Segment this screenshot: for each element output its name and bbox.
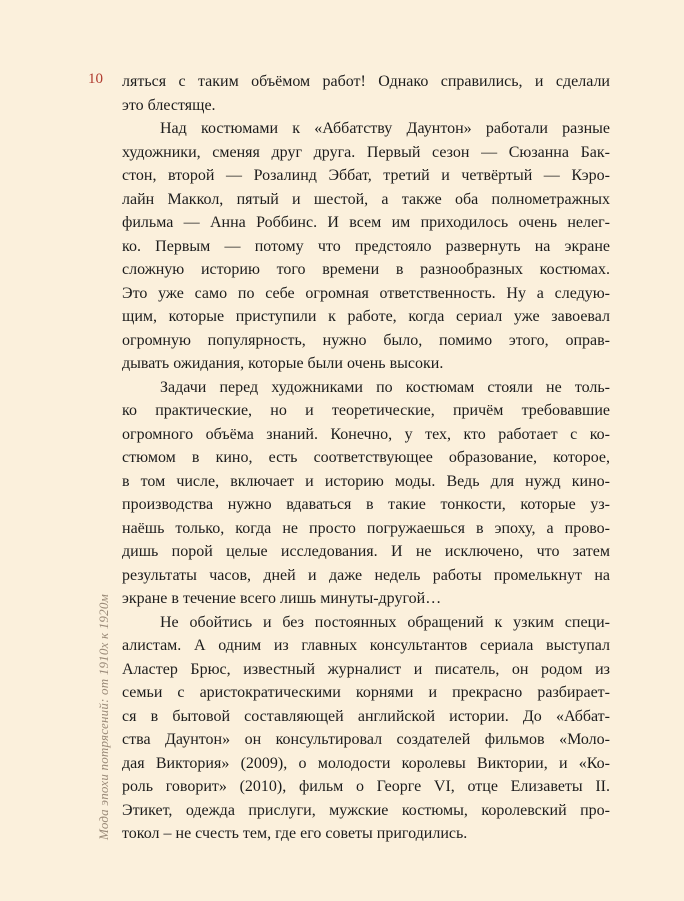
text-line: производства нужно вдаваться в такие тонкости, которые уз- [122,496,610,513]
paragraph [122,376,610,611]
text-line: ства Даунтон» он консультировал создателей фильмов «Моло- [122,731,610,748]
text-line: Задачи перед художниками по костюмам стояли не толь- [160,378,610,396]
text-line: роль говорит» (2010), фильм о Георге VI, отце Елизаветы II. [122,778,610,795]
text-line: наёшь только, когда не просто погружаешься в эпоху, а прово- [122,519,610,537]
text-line: алистам. А одним из главных консультантов сериала выступал [122,637,610,654]
text-line: лайн Маккол, пятый и шестой, а также оба полнометражных [122,190,610,208]
text-line: результаты часов, дней и даже недель работы промелькнут на [122,566,610,584]
text-line: ко практические, но и теоретические, причём требовавшие [122,402,610,419]
text-line: это блестяще. [122,96,216,114]
text-line: Аластер Брюс, известный журналист и писатель, он родом из [122,660,610,678]
text-line: стюмом в кино, есть соответствующее образование, которое, [122,449,610,466]
text-line: дишь порой целые исследования. И не исключено, что затем [122,543,610,560]
text-line: огромную популярность, нужно было, помимо этого, оправ- [122,331,610,349]
text-line: дывать ожидания, которые были очень высоки. [122,355,444,372]
text-line: Этикет, одежда прислуги, мужские костюмы, королевский про- [122,801,610,819]
paragraph [122,611,610,846]
text-line: семьи с аристократическими корнями и прекрасно разбирает- [122,684,610,701]
text-line: экране в течение всего лишь минуты-другой… [122,590,442,607]
text-line: фильма — Анна Роббинс. И всем им приходилось очень нелег- [122,214,610,231]
body-text [122,70,610,846]
text-line: ся в бытовой составляющей английской истории. До «Аббат- [122,707,610,725]
text-line: стон, второй — Розалинд Эббат, третий и четвёртый — Кэро- [122,167,610,184]
page-number: 10 [88,71,103,87]
text-line: дая Виктория» (2009), о молодости королевы Виктории, и «Ко- [122,754,610,772]
text-line: Над костюмами к «Аббатству Даунтон» работали разные [160,120,610,137]
text-line: ляться с таким объёмом работ! Однако справились, и сделали [122,73,610,90]
text-line: Это уже само по себе огромная ответственность. Ну а следую- [122,284,610,302]
text-line: Не обойтись и без постоянных обращений к узким специ- [160,613,610,631]
text-line: сложную историю того времени в разнообразных костюмах. [122,261,610,278]
paragraph [122,117,610,376]
text-line: художники, сменяя друг друга. Первый сезон — Сюзанна Бак- [122,143,610,161]
text-line: в том числе, включает и историю моды. Ведь для нужд кино- [122,472,610,490]
text-line: ко. Первым — потому что предстояло развернуть на экране [122,237,610,255]
text-line: щим, которые приступили к работе, когда сериал уже завоевал [122,308,610,325]
text-line: огромного объёма знаний. Конечно, у тех, кто работает с ко- [122,425,610,443]
paragraph [122,70,610,117]
running-title-vertical: Мода эпохи потрясений: от 1910х к 1920м [96,593,111,840]
text-line: токол – не счесть тем, где его советы пригодились. [122,825,468,842]
